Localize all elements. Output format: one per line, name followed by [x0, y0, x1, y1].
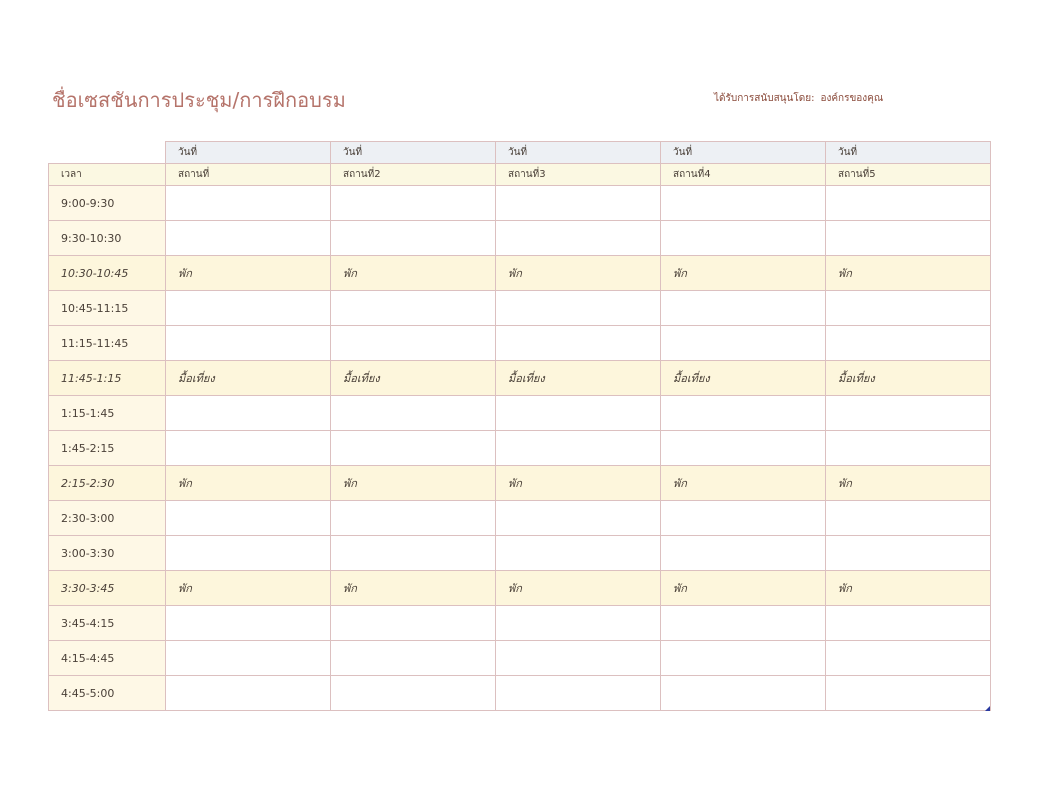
- break-cell[interactable]: มื้อเที่ยง: [496, 361, 661, 396]
- session-cell[interactable]: [661, 641, 826, 676]
- time-slot[interactable]: 10:45-11:15: [49, 291, 166, 326]
- session-cell[interactable]: [166, 676, 331, 711]
- break-cell[interactable]: พัก: [496, 256, 661, 291]
- time-slot[interactable]: 2:15-2:30: [49, 466, 166, 501]
- location-header[interactable]: สถานที่5: [826, 164, 991, 186]
- session-cell[interactable]: [331, 291, 496, 326]
- day-header[interactable]: วันที่: [826, 142, 991, 164]
- break-cell[interactable]: พัก: [166, 256, 331, 291]
- session-cell[interactable]: [661, 221, 826, 256]
- session-row: [49, 326, 991, 361]
- break-cell[interactable]: พัก: [331, 256, 496, 291]
- session-cell[interactable]: [826, 641, 991, 676]
- session-cell[interactable]: [661, 536, 826, 571]
- session-cell[interactable]: [331, 186, 496, 221]
- session-cell[interactable]: [826, 501, 991, 536]
- time-slot[interactable]: 2:30-3:00: [49, 501, 166, 536]
- time-header[interactable]: เวลา: [49, 164, 166, 186]
- session-cell[interactable]: [496, 606, 661, 641]
- break-cell[interactable]: พัก: [331, 571, 496, 606]
- break-cell[interactable]: พัก: [661, 571, 826, 606]
- break-cell[interactable]: มื้อเที่ยง: [331, 361, 496, 396]
- resize-handle[interactable]: [985, 706, 990, 711]
- session-cell[interactable]: [166, 186, 331, 221]
- break-cell[interactable]: พัก: [826, 571, 991, 606]
- sponsor-line: [714, 91, 883, 106]
- session-cell[interactable]: [496, 396, 661, 431]
- session-cell[interactable]: [661, 396, 826, 431]
- session-cell[interactable]: [331, 326, 496, 361]
- session-cell[interactable]: [496, 221, 661, 256]
- session-cell[interactable]: [661, 291, 826, 326]
- session-cell[interactable]: [661, 606, 826, 641]
- day-header[interactable]: วันที่: [496, 142, 661, 164]
- session-cell[interactable]: [661, 186, 826, 221]
- session-cell[interactable]: [331, 221, 496, 256]
- session-cell[interactable]: [166, 221, 331, 256]
- location-header[interactable]: สถานที่3: [496, 164, 661, 186]
- break-cell[interactable]: มื้อเที่ยง: [826, 361, 991, 396]
- sponsor-label: ได้รับการสนับสนุนโดย:: [714, 93, 815, 104]
- session-cell[interactable]: [496, 536, 661, 571]
- time-slot[interactable]: 3:30-3:45: [49, 571, 166, 606]
- session-cell[interactable]: [826, 396, 991, 431]
- session-cell[interactable]: [826, 221, 991, 256]
- session-cell[interactable]: [661, 676, 826, 711]
- time-slot[interactable]: 10:30-10:45: [49, 256, 166, 291]
- session-cell[interactable]: [166, 291, 331, 326]
- break-cell[interactable]: พัก: [496, 466, 661, 501]
- sponsor-value: องค์กรของคุณ: [820, 93, 884, 104]
- session-cell[interactable]: [496, 186, 661, 221]
- session-cell[interactable]: [826, 431, 991, 466]
- session-cell[interactable]: [166, 536, 331, 571]
- time-slot[interactable]: 9:00-9:30: [49, 186, 166, 221]
- session-cell[interactable]: [496, 501, 661, 536]
- session-cell[interactable]: [826, 536, 991, 571]
- time-slot[interactable]: 4:45-5:00: [49, 676, 166, 711]
- session-row: [49, 606, 991, 641]
- location-header[interactable]: สถานที่: [166, 164, 331, 186]
- session-cell[interactable]: [661, 326, 826, 361]
- location-header[interactable]: สถานที่4: [661, 164, 826, 186]
- session-cell[interactable]: [331, 606, 496, 641]
- session-cell[interactable]: [496, 291, 661, 326]
- session-cell[interactable]: [826, 676, 991, 711]
- day-header[interactable]: วันที่: [166, 142, 331, 164]
- session-row: [49, 501, 991, 536]
- session-cell[interactable]: [166, 396, 331, 431]
- break-cell[interactable]: พัก: [826, 466, 991, 501]
- session-cell[interactable]: [661, 431, 826, 466]
- session-cell[interactable]: [166, 641, 331, 676]
- session-cell[interactable]: [826, 326, 991, 361]
- time-slot[interactable]: 11:45-1:15: [49, 361, 166, 396]
- break-cell[interactable]: พัก: [496, 571, 661, 606]
- break-cell[interactable]: พัก: [331, 466, 496, 501]
- page-title: ชื่อเซสชันการประชุม/การฝึกอบรม: [52, 88, 346, 112]
- day-header[interactable]: วันที่: [331, 142, 496, 164]
- location-header[interactable]: สถานที่2: [331, 164, 496, 186]
- break-cell[interactable]: มื้อเที่ยง: [661, 361, 826, 396]
- session-cell[interactable]: [166, 606, 331, 641]
- session-row: [49, 431, 991, 466]
- session-cell[interactable]: [496, 431, 661, 466]
- break-row: [49, 571, 991, 606]
- break-cell[interactable]: พัก: [661, 466, 826, 501]
- session-row: [49, 676, 991, 711]
- location-header-row: [49, 164, 991, 186]
- break-cell[interactable]: พัก: [166, 466, 331, 501]
- session-cell[interactable]: [496, 676, 661, 711]
- session-cell[interactable]: [826, 606, 991, 641]
- time-slot[interactable]: 1:15-1:45: [49, 396, 166, 431]
- break-cell[interactable]: พัก: [166, 571, 331, 606]
- session-cell[interactable]: [331, 501, 496, 536]
- session-cell[interactable]: [496, 326, 661, 361]
- session-cell[interactable]: [166, 326, 331, 361]
- break-cell[interactable]: พัก: [826, 256, 991, 291]
- time-slot[interactable]: 3:45-4:15: [49, 606, 166, 641]
- time-slot[interactable]: 3:00-3:30: [49, 536, 166, 571]
- break-row: [49, 361, 991, 396]
- session-cell[interactable]: [496, 641, 661, 676]
- session-row: [49, 221, 991, 256]
- session-cell[interactable]: [661, 501, 826, 536]
- day-header-row: [49, 142, 991, 164]
- time-slot[interactable]: 11:15-11:45: [49, 326, 166, 361]
- break-cell[interactable]: พัก: [661, 256, 826, 291]
- session-cell[interactable]: [166, 501, 331, 536]
- session-row: [49, 186, 991, 221]
- time-slot[interactable]: 4:15-4:45: [49, 641, 166, 676]
- session-cell[interactable]: [331, 536, 496, 571]
- break-row: [49, 256, 991, 291]
- time-slot[interactable]: 9:30-10:30: [49, 221, 166, 256]
- session-row: [49, 536, 991, 571]
- session-cell[interactable]: [331, 396, 496, 431]
- break-row: [49, 466, 991, 501]
- day-header[interactable]: วันที่: [661, 142, 826, 164]
- session-row: [49, 396, 991, 431]
- time-slot[interactable]: 1:45-2:15: [49, 431, 166, 466]
- session-cell[interactable]: [331, 676, 496, 711]
- session-row: [49, 291, 991, 326]
- session-row: [49, 641, 991, 676]
- session-cell[interactable]: [166, 431, 331, 466]
- session-cell[interactable]: [826, 291, 991, 326]
- session-cell[interactable]: [331, 431, 496, 466]
- break-cell[interactable]: มื้อเที่ยง: [166, 361, 331, 396]
- header-corner: [49, 142, 166, 164]
- session-cell[interactable]: [331, 641, 496, 676]
- session-cell[interactable]: [826, 186, 991, 221]
- schedule-table: [48, 141, 991, 711]
